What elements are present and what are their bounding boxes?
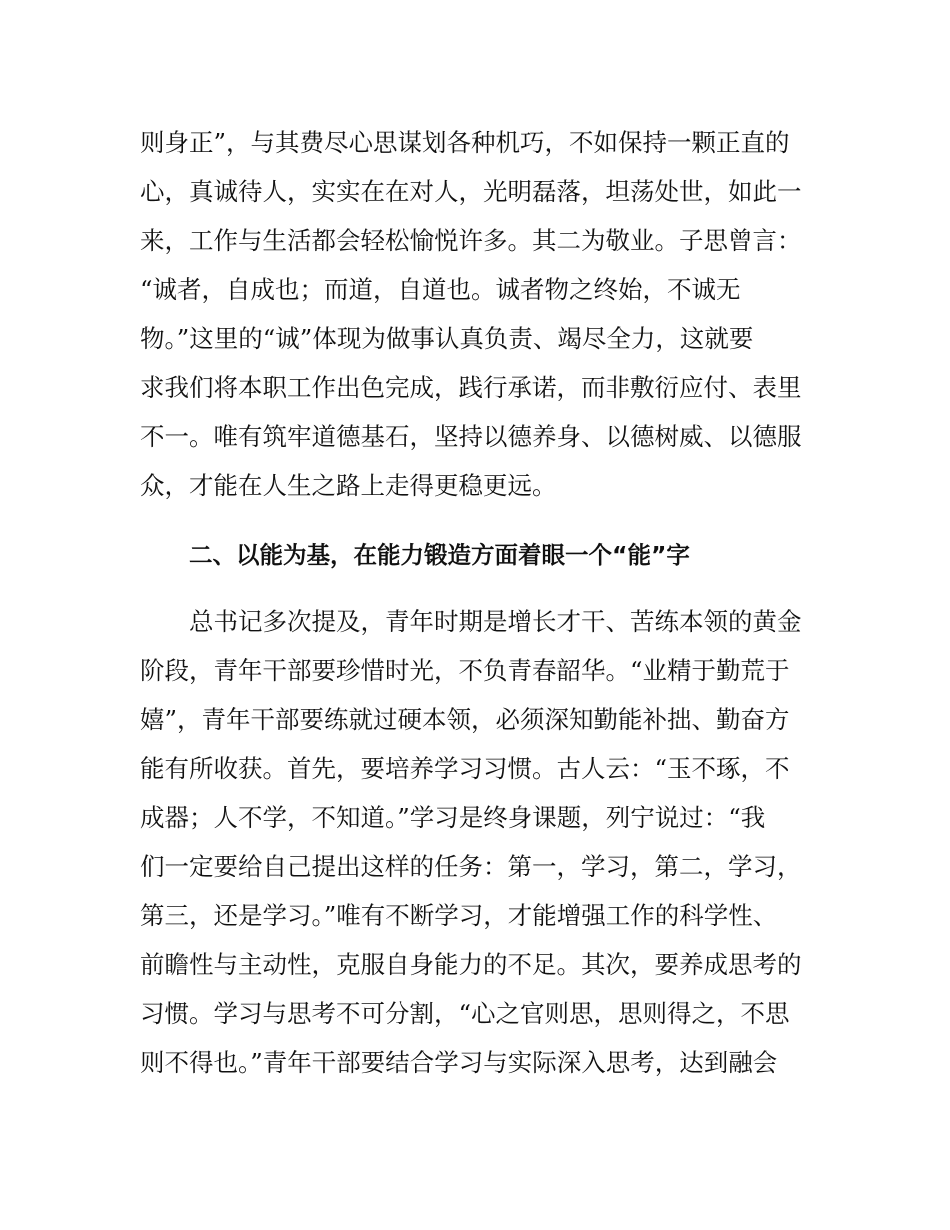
paragraph-continuation: [140, 118, 820, 510]
paragraph-line: 阶段，青年干部要珍惜时光，不负青春韶华。“业精于勤荒于: [140, 656, 790, 685]
paragraph-line: 能有所收获。首先，要培养学习习惯。古人云：“玉不琢，不: [140, 754, 790, 783]
paragraph-line: 众，才能在人生之路上走得更稳更远。: [140, 471, 557, 500]
paragraph-line: 们一定要给自己提出这样的任务：第一，学习，第二，学习，: [140, 852, 802, 881]
paragraph-line: 习惯。学习与思考不可分割，“心之官则思，思则得之，不思: [140, 999, 790, 1028]
paragraph-line: 总书记多次提及，青年时期是增长才干、苦练本领的黄金: [189, 607, 802, 636]
paragraph-line: 则身正”，与其费尽心思谋划各种机巧，不如保持一颗正直的: [140, 128, 790, 157]
paragraph-line: 心，真诚待人，实实在在对人，光明磊落，坦荡处世，如此一: [140, 177, 802, 206]
paragraph-line: 前瞻性与主动性，克服自身能力的不足。其次，要养成思考的: [140, 950, 802, 979]
paragraph-line: 嬉”，青年干部要练就过硬本领，必须深知勤能补拙、勤奋方: [140, 705, 790, 734]
paragraph-line: 第三，还是学习。”唯有不断学习，才能增强工作的科学性、: [140, 901, 778, 930]
paragraph-line: 物。”这里的“诚”体现为做事认真负责、竭尽全力，这就要: [140, 324, 754, 353]
section-heading: 二、以能为基，在能力锻造方面着眼一个“能”字: [189, 541, 690, 569]
paragraph-line: 则不得也。”青年干部要结合学习与实际深入思考，达到融会: [140, 1048, 778, 1077]
paragraph-line: 不一。唯有筑牢道德基石，坚持以德养身、以德树威、以德服: [140, 422, 802, 451]
paragraph-line: 来，工作与生活都会轻松愉悦许多。其二为敬业。子思曾言：: [140, 226, 802, 255]
paragraph-ability: [140, 597, 820, 1087]
paragraph-line: “诚者，自成也；而道，自道也。诚者物之终始，不诚无: [140, 275, 741, 304]
paragraph-line: 成器；人不学，不知道。”学习是终身课题，列宁说过：“我: [140, 803, 766, 832]
paragraph-line: 求我们将本职工作出色完成，践行承诺，而非敷衍应付、表里: [140, 373, 802, 402]
